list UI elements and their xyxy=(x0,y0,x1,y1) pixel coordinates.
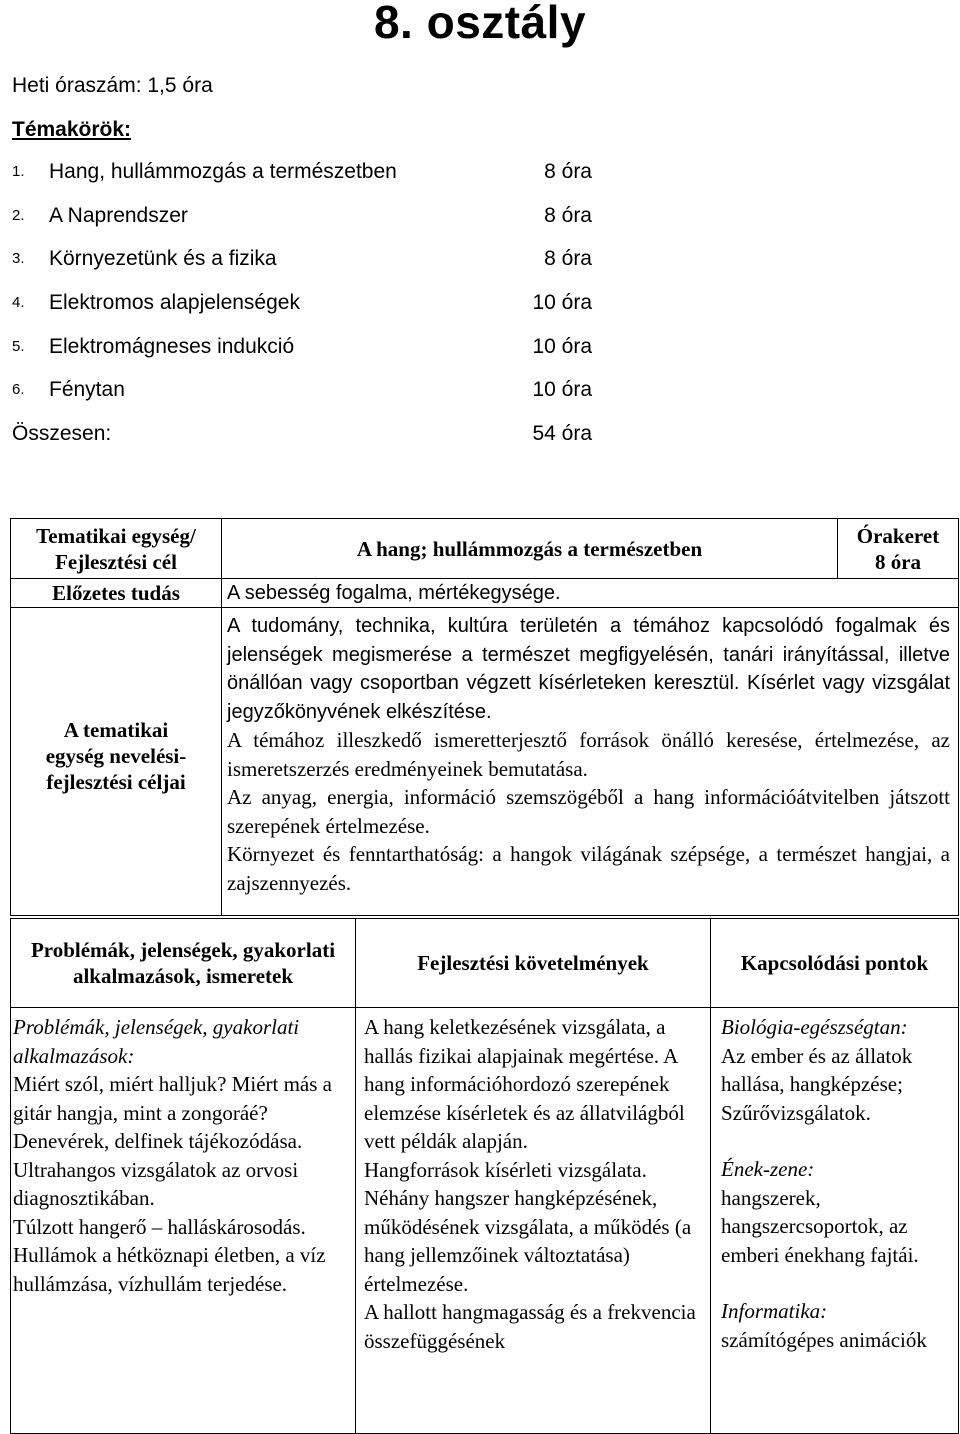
goals-paragraph: A tudomány, technika, kultúra területén a témához kapcsolódó fogalmak és jelenségek megismerése a természet megfigyelésén, tanári irányítással, illetve önállóan vagy csoportban végzett kísérleteken keresztül. Kísérlet vagy vizsgálat jegyzőkönyvének elkészítése. xyxy=(227,615,950,723)
requirement-item: Hangforrások kísérleti vizsgálata. Néhány hangszer hangképzésének, működésének vizsgálata, a működés (a hang jellemzőinek változtatása) értelmezése. xyxy=(364,1157,692,1296)
topic-name: Elektromágneses indukció xyxy=(49,335,295,358)
topic-number: 2. xyxy=(12,207,25,224)
connection-subject: Informatika: xyxy=(721,1299,828,1323)
weekly-hours: Heti óraszám: 1,5 óra xyxy=(12,74,213,97)
problem-item: Túlzott hangerő – halláskárosodás. xyxy=(13,1214,306,1239)
requirement-item: A hang keletkezésének vizsgálata, a hallás fizikai alapjainak megértése. A hang információhordozó szerepének elemzése kísérletek és az állatvilágból vett példák alapján. xyxy=(364,1015,685,1153)
topic-name: Környezetünk és a fizika xyxy=(49,247,277,270)
unit-label-line1: Tematikai egység/ xyxy=(36,524,196,548)
topic-name: A Naprendszer xyxy=(49,204,188,227)
goals-paragraph: Az anyag, energia, információ szemszögéből a hang információátvitelben játszott szerepének értelmezése. xyxy=(227,785,950,838)
topic-hours: 8 óra xyxy=(544,204,592,227)
total-label: Összesen: xyxy=(12,422,112,445)
unit-label-line2: Fejlesztési cél xyxy=(55,550,177,574)
topic-name: Fénytan xyxy=(49,378,125,401)
topic-hours: 8 óra xyxy=(544,247,592,270)
topic-row xyxy=(12,290,592,316)
timeframe-label: Órakeret xyxy=(856,524,940,548)
topic-number: 3. xyxy=(12,250,25,267)
goals-paragraph: A témához illeszkedő ismeretterjesztő források önálló keresése, értelmezése, az ismeretszerzés eredményeinek bemutatása. xyxy=(227,728,950,781)
topic-number: 5. xyxy=(12,338,25,355)
connections-cell xyxy=(711,1008,959,1434)
unit-title: A hang; hullámmozgás a természetben xyxy=(222,519,838,579)
unit-table xyxy=(10,518,959,916)
problem-item: Miért szól, miért halljuk? Miért más a gitár hangja, mint a zongoráé? xyxy=(13,1072,332,1125)
connection-subject: Ének-zene: xyxy=(721,1157,815,1181)
goals-paragraph: Környezet és fenntarthatóság: a hangok világának szépsége, a természet hangjai, a zajszennyezés. xyxy=(227,842,950,895)
connection-subject: Biológia-egészségtan: xyxy=(721,1015,908,1039)
topic-hours: 10 óra xyxy=(532,378,592,401)
prior-knowledge-text: A sebesség fogalma, mértékegysége. xyxy=(222,579,959,608)
problems-cell xyxy=(11,1008,356,1434)
problem-item: Hullámok a hétköznapi életben, a víz hullámzása, vízhullám terjedése. xyxy=(13,1243,326,1296)
header-connections: Kapcsolódási pontok xyxy=(711,919,959,1008)
unit-label-cell xyxy=(11,519,222,579)
topic-hours: 8 óra xyxy=(544,160,592,183)
topic-row xyxy=(12,334,592,360)
header-requirements: Fejlesztési követelmények xyxy=(356,919,711,1008)
topic-hours: 10 óra xyxy=(532,335,592,358)
topics-heading: Témakörök: xyxy=(12,118,132,141)
topic-row xyxy=(12,246,592,272)
topic-number: 6. xyxy=(12,381,25,398)
header-problems: Problémák, jelenségek, gyakorlati alkalmazások, ismeretek xyxy=(11,919,356,1008)
topic-number: 1. xyxy=(12,163,25,180)
timeframe-value: 8 óra xyxy=(874,550,922,574)
topic-row xyxy=(12,159,592,185)
content-table xyxy=(10,918,959,1434)
topic-name: Elektromos alapjelenségek xyxy=(49,291,300,314)
connection-text: hangszerek, hangszercsoportok, az emberi énekhang fajtái. xyxy=(721,1185,919,1267)
page-title: 8. osztály xyxy=(373,0,587,48)
goals-text-cell xyxy=(222,608,959,916)
goals-label-line: egység nevelési- xyxy=(45,743,187,768)
prior-knowledge-label: Előzetes tudás xyxy=(11,579,222,608)
connection-text: Az ember és az állatok hallása, hangképzése; Szűrővizsgálatok. xyxy=(721,1043,913,1125)
goals-label-line: A tematikai xyxy=(63,717,169,742)
timeframe-cell xyxy=(838,519,959,579)
topic-row xyxy=(12,203,592,229)
total-row xyxy=(12,421,592,447)
connection-text: számítógépes animációk xyxy=(721,1327,927,1352)
topic-row xyxy=(12,377,592,403)
topic-name: Hang, hullámmozgás a természetben xyxy=(49,160,397,183)
goals-label-line: fejlesztési céljai xyxy=(46,769,186,794)
total-hours: 54 óra xyxy=(532,422,592,445)
goals-label-cell xyxy=(11,608,222,916)
requirements-cell xyxy=(356,1008,711,1434)
requirement-item: A hallott hangmagasság és a frekvencia összefüggésének xyxy=(364,1300,696,1353)
problem-item: Denevérek, delfinek tájékozódása. Ultrahangos vizsgálatok az orvosi diagnosztikában. xyxy=(13,1129,303,1210)
topic-hours: 10 óra xyxy=(532,291,592,314)
topic-number: 4. xyxy=(12,294,25,311)
problems-heading: Problémák, jelenségek, gyakorlati alkalmazások: xyxy=(13,1015,300,1068)
